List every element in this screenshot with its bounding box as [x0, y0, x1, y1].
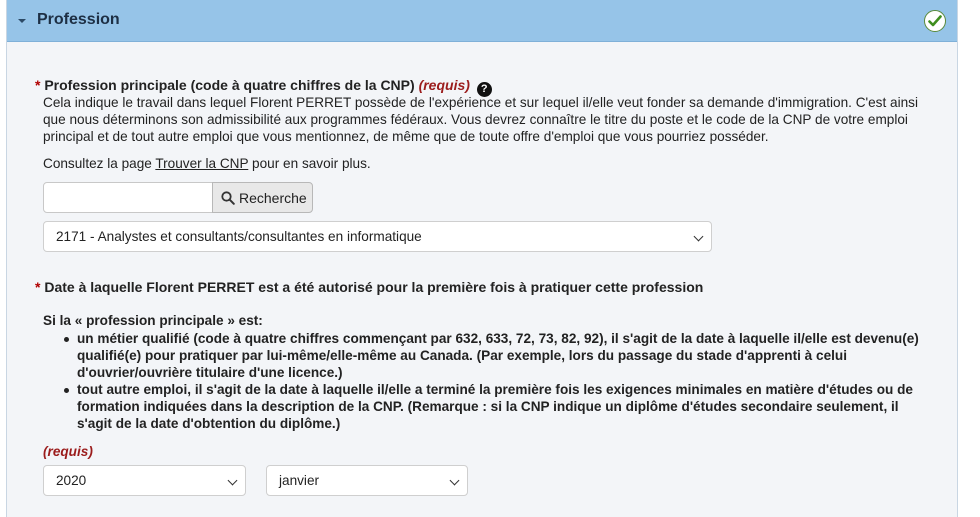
question-date-label — [35, 279, 703, 295]
chevron-down-icon — [228, 476, 238, 486]
check-icon — [924, 10, 946, 32]
list-item: un métier qualifié (code à quatre chiffres commençant par 632, 633, 72, 73, 82, 92), il s'agit de la date à laquelle il/elle est devenu(e) qualifié(e) pour pratiquer par lui-même/elle-même au Canada. (Par exemple, lors du passage du stade d'apprenti à celui d'ouvrier/ouvrière titulaire d'une licence.) — [43, 330, 933, 381]
chevron-down-icon — [694, 232, 704, 242]
month-select[interactable] — [266, 465, 468, 496]
date-required-label: (requis) — [43, 444, 93, 459]
search-icon — [221, 191, 235, 205]
chevron-down-icon — [450, 476, 460, 486]
month-select-value: janvier — [279, 473, 320, 488]
search-button[interactable] — [212, 182, 313, 213]
profession-label-text: Profession principale (code à quatre chiffres de la CNP) — [44, 77, 415, 93]
date-label-text: Date à laquelle Florent PERRET est a été autorisé pour la première fois à pratiquer cette profession — [44, 279, 704, 295]
required-star: * — [35, 279, 41, 295]
year-select-value: 2020 — [56, 473, 87, 488]
required-star: * — [35, 77, 41, 93]
cnp-select-value: 2171 - Analystes et consultants/consultantes en informatique — [56, 229, 422, 244]
consult-text — [43, 156, 371, 171]
help-icon[interactable]: ? — [477, 82, 492, 97]
panel-header[interactable] — [7, 0, 957, 42]
consult-suffix: pour en savoir plus. — [248, 156, 371, 171]
collapse-chevron-icon[interactable] — [18, 19, 26, 23]
profession-panel — [6, 0, 958, 517]
cnp-select[interactable] — [43, 221, 712, 252]
find-cnp-link[interactable]: Trouver la CNP — [155, 156, 249, 171]
cnp-search-input[interactable] — [43, 182, 213, 213]
year-select[interactable] — [43, 465, 246, 496]
date-bullets — [43, 330, 933, 432]
required-label: (requis) — [418, 77, 470, 93]
list-item: tout autre emploi, il s'agit de la date à laquelle il/elle a terminé la première fois les exigences minimales en matière d'études ou de formation indiquées dans la description de la CNP. (Remarque : si la CNP indique un diplôme d'études secondaire seulement, il s'agit de la date d'obtention du diplôme.) — [43, 381, 933, 432]
profession-description: Cela indique le travail dans lequel Florent PERRET possède de l'expérience et sur lequel il/elle veut fonder sa demande d'immigration. C'est ainsi que nous déterminons son admissibilité aux programmes fédéraux. Vous devrez connaître le titre du poste et le code de la CNP de votre emploi principal et de tout autre emploi que vous mentionnez, de même que de toute offre d'emploi que vous pourriez posséder. — [43, 95, 918, 144]
search-button-label: Recherche — [239, 189, 307, 206]
date-intro: Si la « profession principale » est: — [43, 313, 263, 328]
consult-prefix: Consultez la page — [43, 156, 156, 171]
panel-title: Profession — [37, 11, 120, 28]
